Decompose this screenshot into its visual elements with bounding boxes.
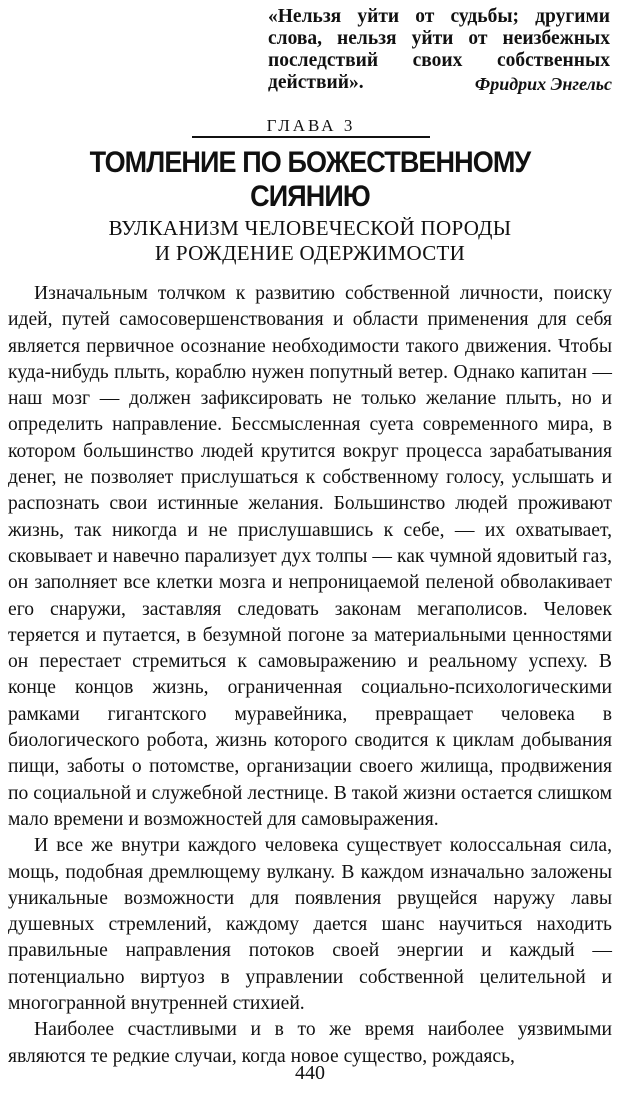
paragraph: Наиболее счастливыми и в то же время наиболее уязвимыми являются те редкие случаи, когда новое существо, рождаясь,	[8, 1019, 612, 1067]
section-title-line-1: ВУЛКАНИЗМ ЧЕЛОВЕЧЕСКОЙ ПОРОДЫ	[108, 216, 512, 240]
body-text	[8, 281, 612, 1070]
paragraph: И все же внутри каждого человека существует колоссальная сила, мощь, подобная дремлющему вулкану. В каждом изначально заложены уникальные возможности для появления рвущейся наружу лавы душевных стремлений, каждому дается шанс научиться находить правильные направления потоков своей энергии и каждый — потенциально виртуоз в управлении собственной целительной и многогранной внутренней стихией.	[8, 835, 612, 1015]
section-title	[0, 216, 620, 266]
page-number: 440	[295, 1062, 325, 1084]
chapter-label: ГЛАВА 3	[266, 116, 356, 135]
section-title-line-2: И РОЖДЕНИЕ ОДЕРЖИМОСТИ	[154, 241, 466, 265]
chapter-divider	[192, 136, 430, 138]
epigraph-quote: «Нельзя уйти от судьбы; другими слова, нельзя уйти от неизбежных последствий своих собственных действий».	[268, 6, 610, 93]
chapter-title: ТОМЛЕНИЕ ПО БОЖЕСТВЕННОМУ СИЯНИЮ	[89, 146, 531, 213]
epigraph-author: Фридрих Энгельс	[474, 74, 612, 94]
paragraph: Изначальным толчком к развитию собственной личности, поиску идей, путей самосовершенствования и области применения для себя является первичное осознание необходимости такого движения. Чтобы куда-нибудь плыть, кораблю нужен попутный ветер. Однако капитан — наш мозг — должен зафиксировать не только желание плыть, но и определить направление. Бессмысленная суета современного мира, в котором большинство людей крутится вокруг процесса зарабатывания денег, не позволяет прислушаться к собственному голосу, услышать и распознать свои истинные желания. Большинство людей проживают жизнь, так никогда и не прислушавшись к себе, — их охватывает, сковывает и навечно парализует дух толпы — как чумной ядовитый газ, он заполняет все клетки мозга и непроницаемой пеленой обволакивает его снаружи, заставляя следовать законам мегаполисов. Человек теряется и путается, в безумной погоне за материальными ценностями он перестает стремиться к самовыражению и реальному успеху. В конце концов жизнь, ограниченная социально-психологическими рамками гигантского муравейника, превращает человека в биологического робота, жизнь которого сводится к циклам добывания пищи, заботы о потомстве, организации своего жилища, продвижения по социальной и служебной лестнице. В такой жизни остается слишком мало времени и возможностей для самовыражения.	[8, 283, 612, 830]
